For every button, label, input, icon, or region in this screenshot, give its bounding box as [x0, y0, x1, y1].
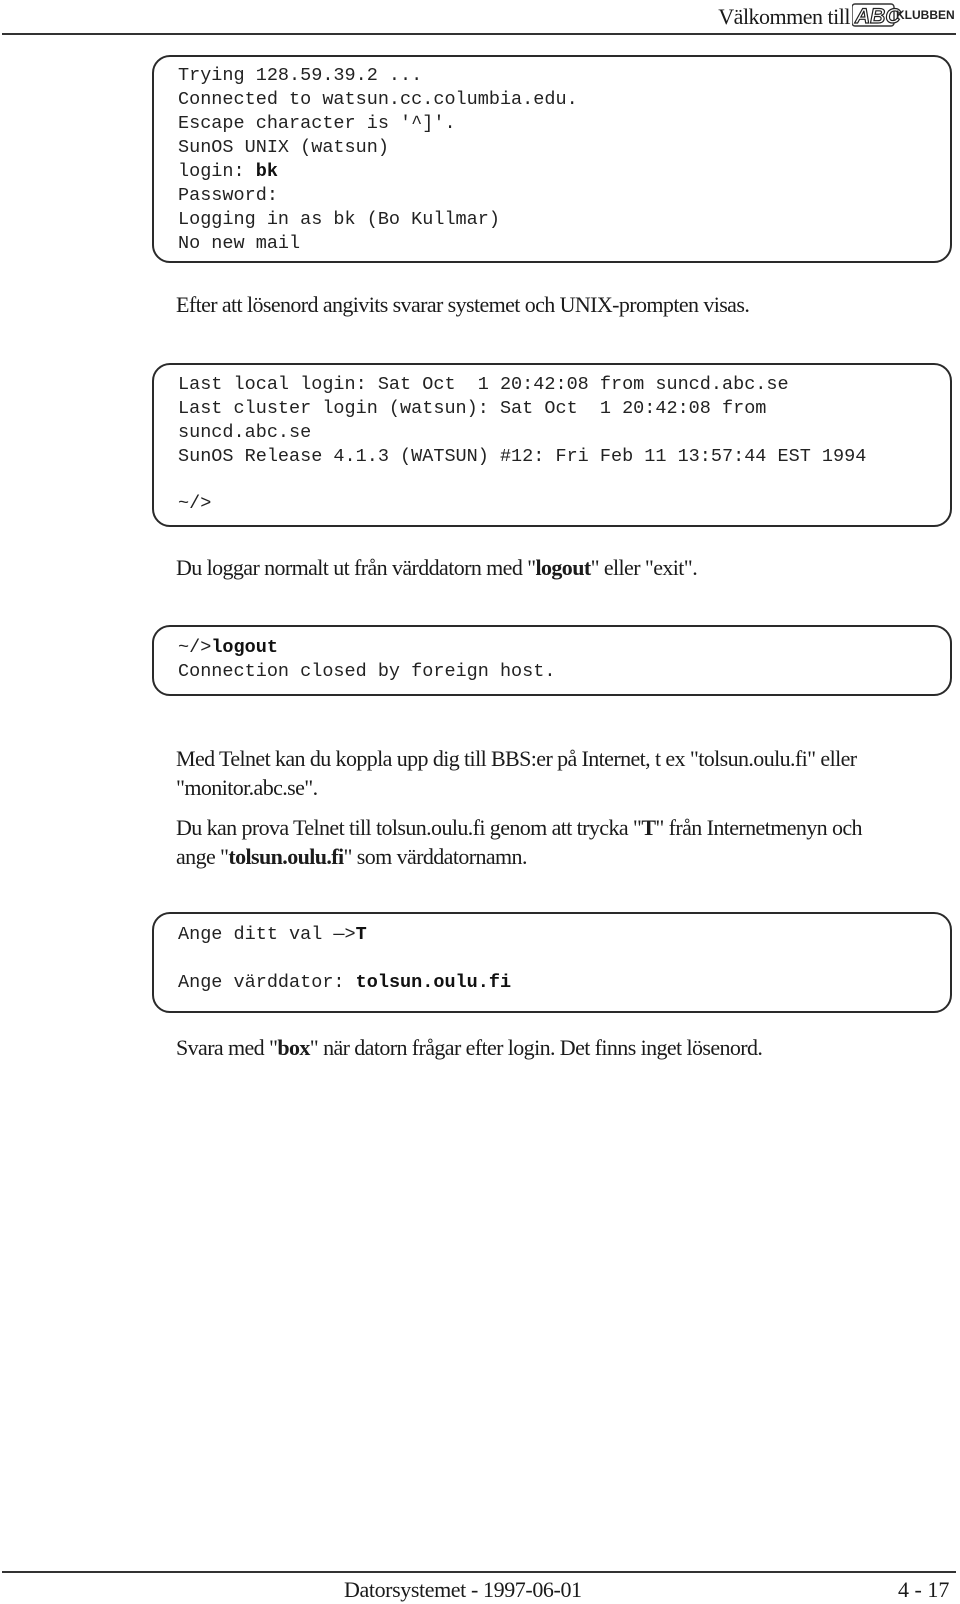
terminal-line: SunOS Release 4.1.3 (WATSUN) #12: Fri Feb 11 13:57:44 EST 1994 [178, 446, 867, 467]
paragraph-line: "monitor.abc.se". [176, 775, 318, 800]
terminal-line: Escape character is '^]'. [178, 113, 456, 134]
terminal-line: Logging in as bk (Bo Kullmar) [178, 209, 500, 230]
text-span: " eller "exit". [590, 555, 698, 580]
login-value: bk [255, 161, 278, 182]
bold-logout: logout [535, 555, 591, 580]
terminal-line: No new mail [178, 233, 301, 254]
text-span: ange " [176, 844, 229, 869]
terminal-line: Last local login: Sat Oct 1 20:42:08 from suncd.abc.se [178, 374, 789, 395]
bold-hostname: tolsun.oulu.fi [228, 844, 344, 869]
terminal-prompt: ~/> [178, 493, 212, 514]
terminal-line: Connection closed by foreign host. [178, 661, 556, 682]
terminal-line: suncd.abc.se [178, 422, 312, 443]
text-span: Du kan prova Telnet till tolsun.oulu.fi genom att trycka " [176, 815, 642, 840]
text-span: Svara med " [176, 1035, 278, 1060]
paragraph-line [176, 813, 862, 842]
logo-klubben-text: KLUBBEN [896, 8, 955, 22]
header-welcome-text: Välkommen till [718, 4, 850, 29]
command: logout [211, 637, 278, 658]
abc-klubben-logo [852, 2, 956, 30]
footer-title: Datorsystemet - 1997-06-01 [344, 1577, 582, 1602]
page-header [0, 0, 960, 40]
text-span: " från Internetmenyn och [655, 815, 862, 840]
terminal-host-line [178, 971, 511, 995]
terminal-logout-line [178, 636, 278, 660]
text-span: " som värddatornamn. [343, 844, 527, 869]
paragraph-line [176, 842, 862, 871]
terminal-line: Password: [178, 185, 278, 206]
terminal-login-line [178, 160, 278, 184]
login-prompt: login: [178, 161, 256, 182]
terminal-box-logout [152, 625, 952, 696]
terminal-line: Connected to watsun.cc.columbia.edu. [178, 89, 578, 110]
bold-box: box [277, 1035, 310, 1060]
paragraph-answer-box [176, 1033, 762, 1062]
header-rule [2, 33, 956, 35]
terminal-box-menu [152, 912, 952, 1013]
footer-rule [2, 1571, 956, 1573]
paragraph-logout [176, 553, 697, 582]
prompt: Ange ditt val —> [178, 924, 356, 945]
terminal-box-last-login [152, 363, 952, 527]
prompt: ~/> [178, 637, 212, 658]
terminal-line: Trying 128.59.39.2 ... [178, 65, 423, 86]
paragraph-after-password: Efter att lösenord angivits svarar systemet och UNIX-prompten visas. [176, 292, 750, 317]
text-span: Du loggar normalt ut från värddatorn med " [176, 555, 536, 580]
terminal-line: Last cluster login (watsun): Sat Oct 1 20:42:08 from [178, 398, 767, 419]
terminal-box-login [152, 55, 952, 263]
page-number: 4 - 17 [898, 1577, 950, 1602]
paragraph-try-telnet [176, 813, 862, 871]
paragraph-telnet-bbs [176, 744, 857, 802]
prompt: Ange värddator: [178, 972, 356, 993]
text-span: " när datorn frågar efter login. Det finns inget lösenord. [309, 1035, 763, 1060]
value: T [355, 924, 367, 945]
terminal-line: SunOS UNIX (watsun) [178, 137, 389, 158]
logo-abc-text: ABC [855, 5, 901, 28]
bold-T: T [641, 815, 656, 840]
value: tolsun.oulu.fi [355, 972, 512, 993]
terminal-menu-line [178, 923, 367, 947]
paragraph-line: Med Telnet kan du koppla upp dig till BBS:er på Internet, t ex "tolsun.oulu.fi" eller [176, 746, 857, 771]
